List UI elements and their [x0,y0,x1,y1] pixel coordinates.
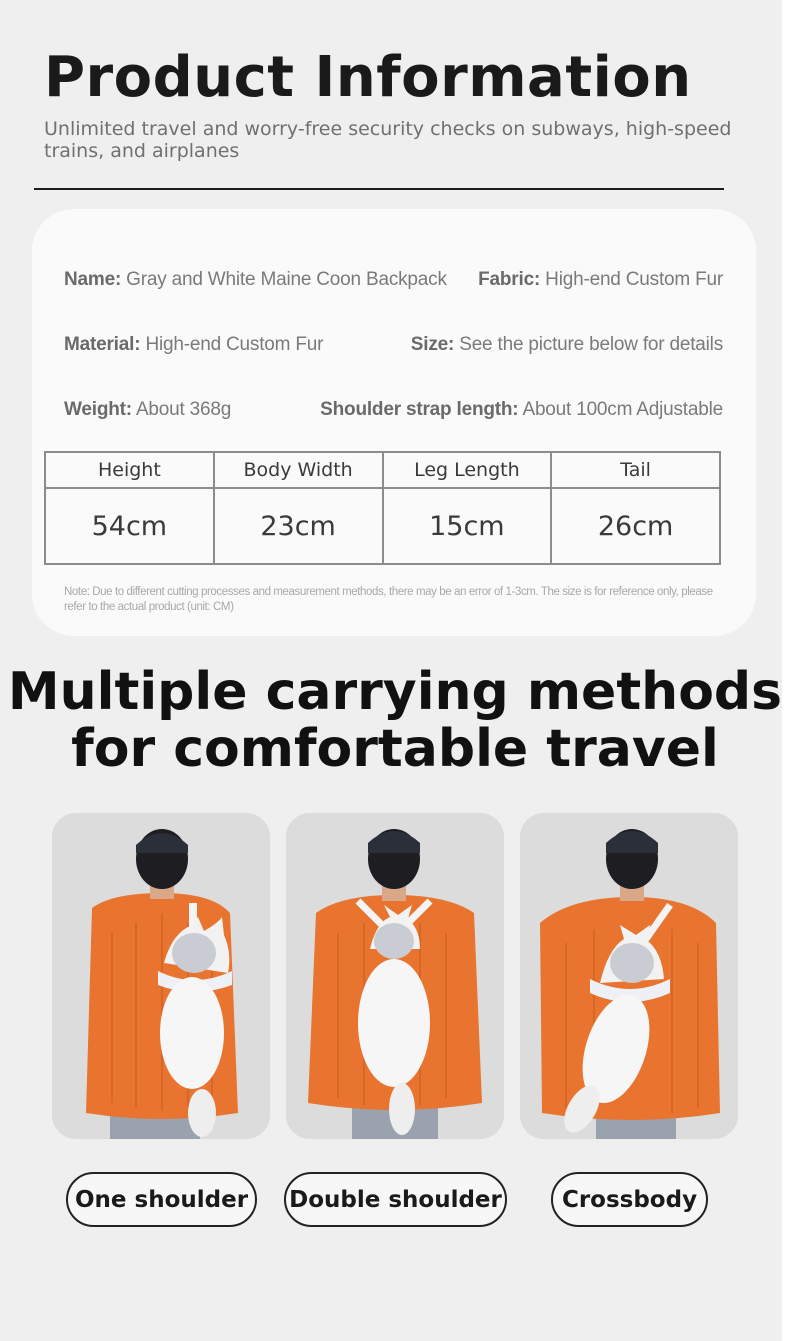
spec-weight [64,399,231,421]
spec-name-value: Gray and White Maine Coon Backpack [126,269,447,290]
spec-weight-label: Weight: [64,399,132,420]
spec-material-value: High-end Custom Fur [145,334,324,355]
one-shoulder-illustration [52,813,270,1139]
photo-crossbody [520,813,738,1139]
spec-fabric-label: Fabric: [478,269,541,290]
spec-card [32,209,756,636]
spec-strap [320,399,723,421]
size-header-tail: Tail [551,452,720,488]
size-table [44,451,721,565]
spec-fabric [478,269,723,291]
spec-weight-value: About 368g [135,399,232,420]
page-subtitle: Unlimited travel and worry-free security checks on subways, high-speed trains, and airplanes [44,118,732,162]
right-edge-strip [782,0,790,1341]
photo-double-shoulder [286,813,504,1139]
spec-strap-label: Shoulder strap length: [320,399,519,420]
size-value-body-width: 23cm [214,488,383,564]
size-header-leg-length: Leg Length [383,452,552,488]
size-header-height: Height [45,452,214,488]
carrying-headline-line1: Multiple carrying methods [7,662,783,722]
photo-one-shoulder [52,813,270,1139]
size-table-value-row [45,488,720,564]
spec-strap-value: About 100cm Adjustable [522,399,723,420]
crossbody-button[interactable]: Crossbody [551,1172,708,1227]
page-title: Product Information [44,45,692,110]
size-table-header-row [45,452,720,488]
one-shoulder-button[interactable]: One shoulder [66,1172,257,1227]
spec-name-label: Name: [64,269,122,290]
size-value-leg-length: 15cm [383,488,552,564]
carrying-headline-line2: for comfortable travel [71,719,719,779]
spec-fabric-value: High-end Custom Fur [545,269,723,290]
carrying-headline [0,664,790,778]
size-value-height: 54cm [45,488,214,564]
spec-size-label: Size: [410,334,455,355]
double-shoulder-illustration [286,813,504,1139]
size-note: Note: Due to different cutting processes and measurement methods, there may be an error of 1-3cm. The size is for reference only, please refer to the actual product (unit: CM) [64,586,713,613]
size-header-body-width: Body Width [214,452,383,488]
title-divider [34,188,724,190]
double-shoulder-button[interactable]: Double shoulder [284,1172,507,1227]
crossbody-illustration [520,813,738,1139]
spec-material [64,334,323,356]
spec-size-value: See the picture below for details [459,334,723,355]
spec-name [64,269,447,291]
spec-material-label: Material: [64,334,141,355]
size-value-tail: 26cm [551,488,720,564]
spec-size [411,334,723,356]
